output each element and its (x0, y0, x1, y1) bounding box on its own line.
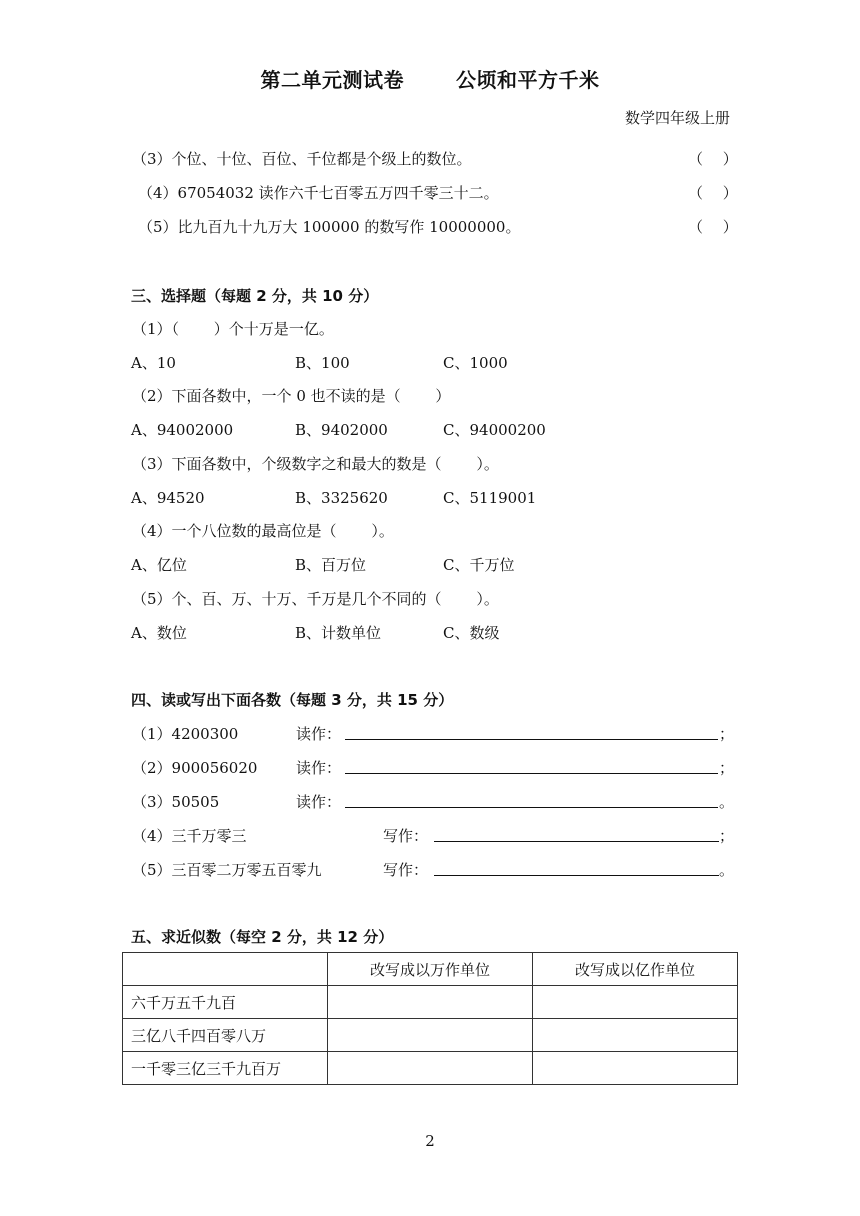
option-a[interactable]: A、数位 (131, 624, 187, 642)
page-title (0, 64, 860, 93)
answer-paren[interactable]: （ ） (688, 218, 738, 236)
section-heading: 四、读或写出下面各数（每题 3 分，共 15 分） (131, 691, 454, 709)
table-row (123, 1052, 738, 1085)
item-label: （3）50505 (132, 793, 220, 811)
answer-cell[interactable] (328, 986, 533, 1019)
question: （4）一个八位数的最高位是（ ）。 (132, 522, 394, 540)
row-label: 六千万五千九百 (123, 986, 328, 1019)
answer-cell[interactable] (328, 1019, 533, 1052)
answer-line[interactable] (345, 722, 718, 740)
option-c[interactable]: C、5119001 (443, 489, 537, 507)
item-label: （2）900056020 (132, 759, 258, 777)
answer-paren[interactable]: （ ） (688, 150, 738, 168)
option-b[interactable]: B、100 (295, 354, 350, 372)
answer-cell[interactable] (328, 1052, 533, 1085)
option-a[interactable]: A、94002000 (131, 421, 234, 439)
option-a[interactable]: A、10 (131, 354, 176, 372)
table-row (123, 986, 738, 1019)
judge-item-text: （4）67054032 读作六千七百零五万四千零三十二。 (138, 184, 499, 202)
item-prompt: 读作： (296, 793, 342, 811)
table-header-cell: 改写成以万作单位 (328, 953, 533, 986)
option-c[interactable]: C、数级 (443, 624, 500, 642)
answer-paren[interactable]: （ ） (688, 184, 738, 202)
item-prompt: 读作： (296, 759, 342, 777)
answer-line[interactable] (434, 824, 719, 842)
item-end-punct: 。 (719, 861, 735, 879)
answer-cell[interactable] (533, 1019, 738, 1052)
judge-item-3 (132, 148, 472, 169)
section-heading: 三、选择题（每题 2 分，共 10 分） (131, 287, 379, 305)
page-number: 2 (425, 1132, 435, 1150)
option-c[interactable]: C、千万位 (443, 556, 515, 574)
table-header-cell: 改写成以亿作单位 (533, 953, 738, 986)
option-c[interactable]: C、1000 (443, 354, 508, 372)
answer-line[interactable] (345, 790, 718, 808)
title-left: 第二单元测试卷 (260, 68, 404, 92)
option-c[interactable]: C、94000200 (443, 421, 546, 439)
option-a[interactable]: A、94520 (131, 489, 205, 507)
judge-item-text: （3）个位、十位、百位、千位都是个级上的数位。 (132, 150, 472, 168)
option-b[interactable]: B、3325620 (295, 489, 388, 507)
question: （1）（ ）个十万是一亿。 (132, 320, 334, 338)
answer-cell[interactable] (533, 986, 738, 1019)
option-a[interactable]: A、亿位 (131, 556, 187, 574)
item-end-punct: 。 (719, 793, 735, 811)
title-right: 公顷和平方千米 (456, 68, 600, 92)
approximation-table (122, 952, 738, 1085)
judge-item-4 (138, 182, 499, 203)
judge-item-5 (138, 216, 520, 237)
item-end-punct: ； (719, 725, 735, 743)
item-label: （5）三百零二万零五百零九 (132, 861, 322, 879)
table-header-row (123, 953, 738, 986)
item-prompt: 读作： (296, 725, 342, 743)
item-prompt: 写作： (383, 827, 429, 845)
question: （5）个、百、万、十万、千万是几个不同的（ ）。 (132, 590, 499, 608)
item-end-punct: ； (719, 827, 735, 845)
question: （2）下面各数中，一个 0 也不读的是（ ） (132, 387, 451, 405)
option-b[interactable]: B、计数单位 (295, 624, 382, 642)
item-label: （1）4200300 (132, 725, 239, 743)
question: （3）下面各数中，个级数字之和最大的数是（ ）。 (132, 455, 499, 473)
table-row (123, 1019, 738, 1052)
item-end-punct: ； (719, 759, 735, 777)
table-header-cell (123, 953, 328, 986)
section-heading: 五、求近似数（每空 2 分，共 12 分） (131, 928, 394, 946)
row-label: 三亿八千四百零八万 (123, 1019, 328, 1052)
answer-line[interactable] (345, 756, 718, 774)
item-label: （4）三千万零三 (132, 827, 247, 845)
answer-line[interactable] (434, 858, 719, 876)
item-prompt: 写作： (383, 861, 429, 879)
page-subtitle: 数学四年级上册 (624, 109, 730, 127)
row-label: 一千零三亿三千九百万 (123, 1052, 328, 1085)
option-b[interactable]: B、百万位 (295, 556, 367, 574)
answer-cell[interactable] (533, 1052, 738, 1085)
judge-item-text: （5）比九百九十九万大 100000 的数写作 10000000。 (138, 218, 521, 236)
option-b[interactable]: B、9402000 (295, 421, 388, 439)
